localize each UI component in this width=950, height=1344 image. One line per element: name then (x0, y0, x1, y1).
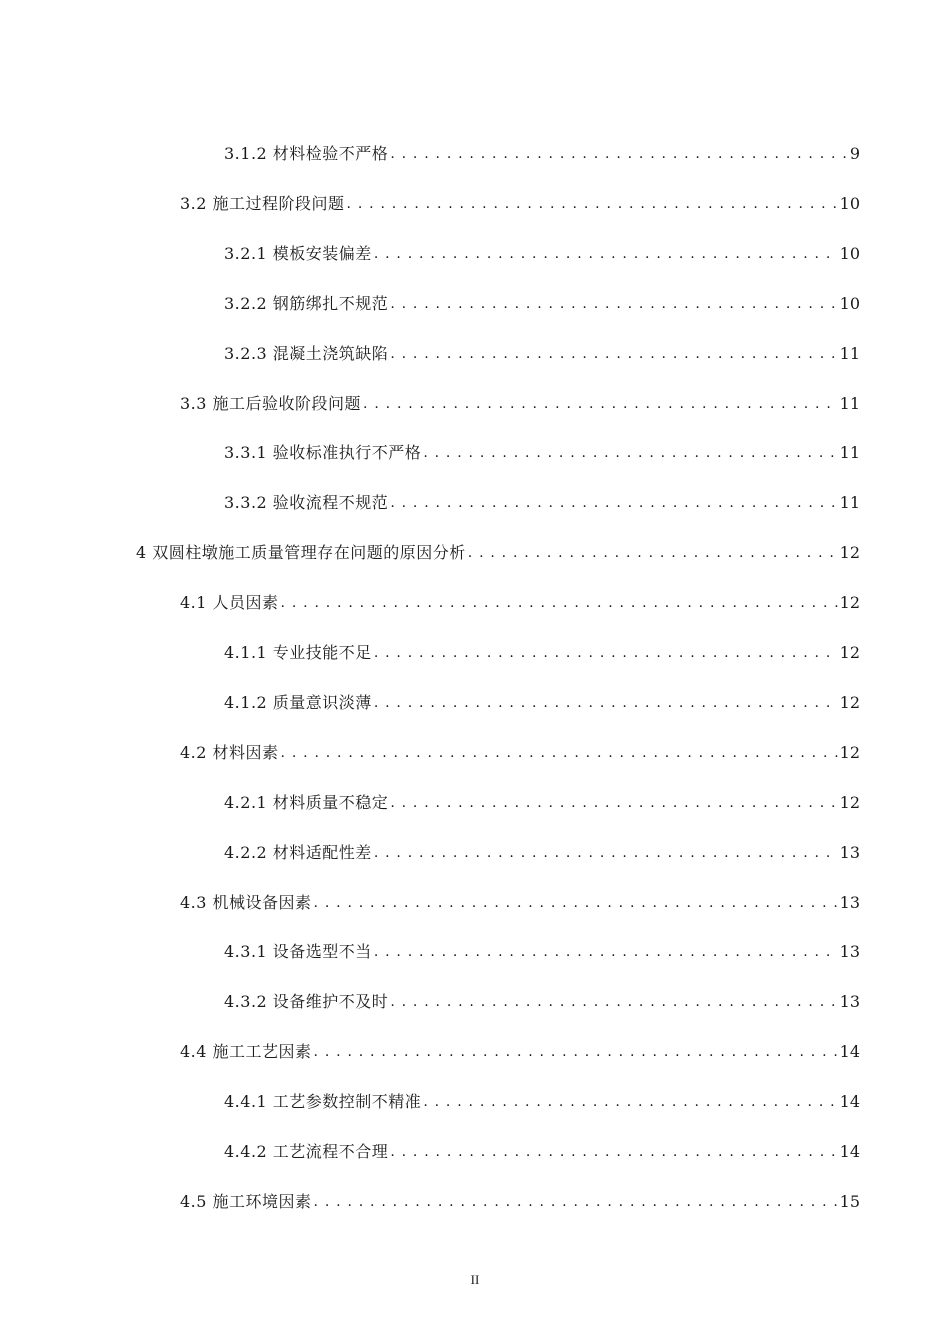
toc-entry-label: 4.3 机械设备因素 (180, 893, 312, 912)
toc-dot-leader (374, 693, 838, 713)
toc-entry[interactable] (180, 887, 860, 913)
toc-entry-page-number: 12 (839, 693, 860, 712)
toc-entry-label: 3.3 施工后验收阶段问题 (180, 394, 362, 413)
toc-dot-leader (390, 344, 837, 364)
toc-entry[interactable] (224, 1086, 860, 1112)
toc-dot-leader (374, 643, 838, 663)
toc-entry-page-number: 14 (839, 1142, 860, 1161)
toc-entry-page-number: 14 (839, 1092, 860, 1111)
toc-entry-page-number: 11 (839, 394, 860, 413)
toc-entry-label: 4.1.1 专业技能不足 (224, 643, 372, 662)
toc-dot-leader (423, 1092, 837, 1112)
toc-entry[interactable] (224, 338, 860, 364)
toc-entry-page-number: 12 (839, 793, 860, 812)
toc-dot-leader (390, 144, 848, 164)
toc-entry-label: 4.2 材料因素 (180, 743, 279, 762)
toc-entry-page-number: 11 (839, 443, 860, 462)
toc-entry-page-number: 11 (839, 493, 860, 512)
toc-dot-leader (390, 992, 837, 1012)
toc-dot-leader (363, 394, 838, 414)
toc-entry[interactable] (224, 238, 860, 264)
toc-entry-label: 3.1.2 材料检验不严格 (224, 144, 389, 163)
toc-entry-label: 4.1.2 质量意识淡薄 (224, 693, 372, 712)
toc-entry[interactable] (224, 487, 860, 513)
toc-entry-page-number: 15 (839, 1192, 860, 1211)
toc-entry[interactable] (224, 837, 860, 863)
toc-entry-label: 4.3.2 设备维护不及时 (224, 992, 389, 1011)
toc-entry-label: 3.3.1 验收标准执行不严格 (224, 443, 422, 462)
toc-entry-page-number: 13 (839, 893, 860, 912)
toc-entry-page-number: 13 (839, 843, 860, 862)
toc-dot-leader (390, 294, 837, 314)
toc-entry-label: 4.2.1 材料质量不稳定 (224, 793, 389, 812)
toc-entry[interactable] (224, 637, 860, 663)
toc-dot-leader (390, 1142, 837, 1162)
toc-entry-label: 3.2.3 混凝土浇筑缺陷 (224, 344, 389, 363)
toc-entry-label: 4.4.1 工艺参数控制不精准 (224, 1092, 422, 1111)
toc-entry[interactable] (180, 587, 860, 613)
toc-entry[interactable] (180, 1036, 860, 1062)
toc-entry-label: 4.5 施工环境因素 (180, 1192, 312, 1211)
toc-dot-leader (347, 194, 838, 214)
page-number-footer: II (470, 1272, 480, 1287)
toc-entry[interactable] (180, 1186, 860, 1212)
toc-entry[interactable] (224, 687, 860, 713)
toc-entry[interactable] (180, 188, 860, 214)
toc-entry[interactable] (224, 936, 860, 962)
toc-entry-label: 3.2.1 模板安装偏差 (224, 244, 372, 263)
toc-entry-label: 4.4 施工工艺因素 (180, 1042, 312, 1061)
toc-entry-page-number: 13 (839, 942, 860, 961)
toc-entry[interactable] (224, 288, 860, 314)
toc-entry[interactable] (224, 986, 860, 1012)
toc-entry-label: 4.3.1 设备选型不当 (224, 942, 372, 961)
toc-dot-leader (281, 593, 838, 613)
toc-dot-leader (390, 493, 837, 513)
toc-dot-leader (314, 893, 838, 913)
toc-entry-label: 4.4.2 工艺流程不合理 (224, 1142, 389, 1161)
toc-entry[interactable] (224, 437, 860, 463)
toc-entry[interactable] (180, 737, 860, 763)
toc-dot-leader (374, 244, 838, 264)
toc-dot-leader (314, 1042, 838, 1062)
toc-entry-page-number: 11 (839, 344, 860, 363)
toc-entry-page-number: 13 (839, 992, 860, 1011)
toc-entry[interactable] (224, 1136, 860, 1162)
toc-entry-page-number: 10 (839, 244, 860, 263)
toc-entry-page-number: 9 (849, 144, 860, 163)
toc-entry-page-number: 12 (839, 593, 860, 612)
toc-dot-leader (314, 1192, 838, 1212)
toc-entry-page-number: 12 (839, 743, 860, 762)
toc-entry-label: 4 双圆柱墩施工质量管理存在问题的原因分析 (136, 543, 466, 562)
toc-entry-label: 4.2.2 材料适配性差 (224, 843, 372, 862)
toc-entry-page-number: 12 (839, 643, 860, 662)
toc-entry[interactable] (224, 138, 860, 164)
toc-dot-leader (374, 942, 838, 962)
toc-dot-leader (281, 743, 838, 763)
toc-entry-page-number: 10 (839, 294, 860, 313)
toc-dot-leader (468, 543, 838, 563)
toc-entry[interactable] (180, 388, 860, 414)
toc-entry-label: 3.3.2 验收流程不规范 (224, 493, 389, 512)
toc-entry-page-number: 14 (839, 1042, 860, 1061)
toc-entry-label: 4.1 人员因素 (180, 593, 279, 612)
toc-entry-page-number: 10 (839, 194, 860, 213)
toc-dot-leader (374, 843, 838, 863)
toc-dot-leader (423, 443, 837, 463)
toc-dot-leader (390, 793, 837, 813)
toc-entry-page-number: 12 (839, 543, 860, 562)
toc-entry-label: 3.2.2 钢筋绑扎不规范 (224, 294, 389, 313)
toc-entry[interactable] (224, 787, 860, 813)
toc-entry-label: 3.2 施工过程阶段问题 (180, 194, 345, 213)
toc-entry[interactable] (136, 537, 860, 563)
